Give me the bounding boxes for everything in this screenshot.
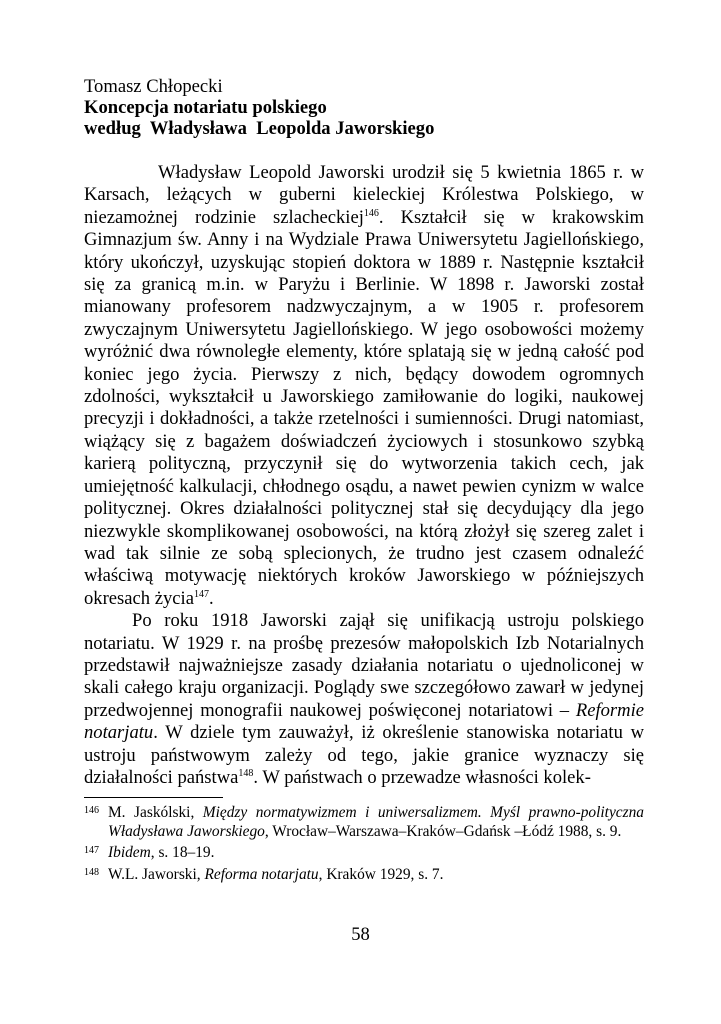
footnote-ref-147[interactable]: 147 xyxy=(193,588,209,600)
footnote-text xyxy=(108,804,644,841)
paragraph-1-text-a: Władysław Leopold Jaworski urodził się 5 kwietnia 1865 r. w Karsach, leżących w guberni kieleckiej Królestwa Polskiego, w niezamożnej rodzinie szlacheckiej xyxy=(84,162,644,228)
footnote-ref-148[interactable]: 148 xyxy=(238,767,254,779)
article-title-line-2: według Władysława Leopolda Jaworskiego xyxy=(84,118,435,139)
footnote-italic-title: Między normatywizmem i uniwersalizmem. Myśl prawno-polityczna Władysława Jaworskiego xyxy=(108,804,645,840)
footnote-post: , Kraków 1929, s. 7. xyxy=(318,865,444,883)
footnote-text xyxy=(108,844,644,863)
footnote-text xyxy=(108,866,644,885)
paragraph-2-text-a: Po roku 1918 Jaworski zajął się unifikacją ustroju polskiego notariatu. W 1929 r. na prośbę prezesów małopolskich Izb Notarialnych przedstawił najważniejsze zasady działania notariatu o ujednoliconej w skali całego kraju organizacji. Poglądy swe szczegółowo zawarł w jedynej przedwojennej monografii naukowej poświęconej notariatowi – xyxy=(84,610,644,721)
article-title-line-1: Koncepcja notariatu polskiego xyxy=(84,97,327,118)
paragraph-2-text-b: . W dziele tym zauważył, iż określenie stanowiska notariatu w ustroju państwowym zależy od tego, jakie granice wyznaczy się działalności państwa xyxy=(84,722,644,788)
paragraph-1 xyxy=(84,162,644,610)
paragraph-1-text-c: . xyxy=(208,587,214,609)
footnote-italic-title: Ibidem xyxy=(108,844,151,862)
footnote-number: 148 xyxy=(84,866,99,878)
page-number: 58 xyxy=(351,924,370,945)
footnote-post: , Wrocław–Warszawa–Kraków–Gdańsk –Łódź 1988, s. 9. xyxy=(264,822,622,840)
footnote-148 xyxy=(84,866,644,885)
footnote-number: 146 xyxy=(84,805,99,817)
paragraph-2-text-c: . W państwach o przewadze własności kolek- xyxy=(253,766,591,788)
footnote-separator xyxy=(84,797,223,798)
paragraph-1-text-b: . Kształcił się w krakowskim Gimnazjum św. Anny i na Wydziale Prawa Uniwersytetu Jagiellońskiego, który ukończył, uzyskując stopień doktora w 1889 r. Następnie kształcił się za granicą m.in. w Paryżu i Berlinie. W 1898 r. Jaworski został mianowany profesorem nadzwyczajnym, a w 1905 r. profesorem zwyczajnym Uniwersytetu Jagiellońskiego. W jego osobowości możemy wyróżnić dwa równoległe elementy, które splatają się w jedną całość pod koniec jego życia. Pierwszy z nich, będący dowodem ogromnych zdolności, wykształcił u Jaworskiego zamiłowanie do logiki, naukowej precyzji i dokładności, a także rzetelności i sumienności. Drugi natomiast, wiążący się z bagażem doświadczeń życiowych i stosunkowo szybką karierą polityczną, przyczynił się do wytworzenia takich cech, jak umiejętność kalkulacji, chłodnego osądu, a nawet pewien cynizm w walce politycznej. Okres działalności politycznej stał się decydujący dla jego niezwykle skomplikowanej osobowości, na którą złożył się szereg zalet i wad tak silnie ze sobą splecionych, że trudno jest czasem odnaleźć właściwą motywację niektórych kroków Jaworskiego w późniejszych okresach życia xyxy=(84,206,644,609)
footnote-number: 147 xyxy=(84,845,99,857)
author-name: Tomasz Chłopecki xyxy=(84,76,223,97)
footnote-post: , s. 18–19. xyxy=(150,844,215,862)
page-content xyxy=(84,76,644,884)
footnote-ref-146[interactable]: 146 xyxy=(363,207,379,219)
footnote-italic-title: Reforma notarjatu xyxy=(204,865,319,883)
paragraph-2-book-title: Reformie notarjatu xyxy=(84,699,644,744)
paragraph-2 xyxy=(84,610,644,789)
footnote-pre: M. Jaskólski, xyxy=(108,804,203,822)
footnote-146 xyxy=(84,804,644,841)
footnote-pre: W.L. Jaworski, xyxy=(108,865,205,883)
header-block xyxy=(84,76,644,139)
footnote-147 xyxy=(84,844,644,863)
